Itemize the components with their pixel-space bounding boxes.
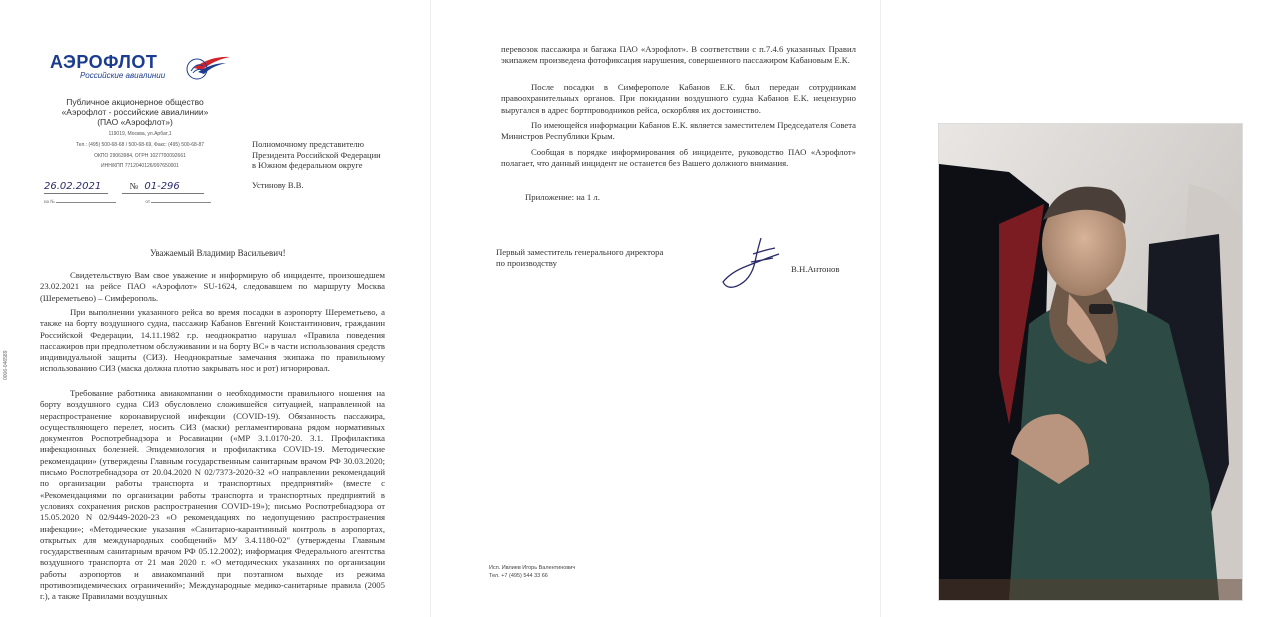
photo-image bbox=[939, 124, 1242, 600]
organization-name bbox=[40, 97, 230, 127]
addressee-line: Полномочному представителю bbox=[252, 139, 365, 149]
requisite-line: Тел.: (495) 500-68-68 / 500-68-69, Факс: (495) 500-68-87 bbox=[75, 142, 205, 148]
paragraph: перевозок пассажира и багажа ПАО «Аэрофлот». В соответствии с п.7.4.6 указанных Правил экипажем произведена фотофиксация нарушения, совершенного пассажиром Кабановым Е.К. bbox=[501, 44, 856, 66]
outgoing-number-value: 01-296 bbox=[144, 181, 180, 192]
signer-title-line: по производству bbox=[496, 258, 557, 268]
executor-line: Исп. Ивлиев Игорь Валентинович bbox=[489, 565, 576, 571]
signer-name: В.Н.Антонов bbox=[791, 264, 840, 274]
paragraph: Свидетельствую Вам свое уважение и информирую об инциденте, произошедшем 23.02.2021 на рейсе ПАО «Аэрофлот» SU-1624, следовавшем по маршруту Москва (Шереметьево) – Симферополь. bbox=[40, 270, 385, 303]
addressee-line: в Южном федеральном округе bbox=[252, 160, 363, 170]
executor-phone: Тел. +7 (495) 544 33 66 bbox=[489, 573, 548, 579]
paragraph: Сообщая в порядке информирования об инциденте, руководство ПАО «Аэрофлот» полагает, что данный инцидент не останется без Вашего должного внимания. bbox=[501, 147, 856, 169]
ref-no-label: на № bbox=[44, 200, 55, 205]
requisite-line: ОКПО 29063984, ОГРН 1027700092661 bbox=[94, 153, 186, 159]
requisite-line: ИНН/КПП 7712040126/997650001 bbox=[101, 163, 179, 169]
paragraph: По имеющейся информации Кабанов Е.К. является заместителем Председателя Совета Министров Республики Крым. bbox=[501, 120, 856, 142]
org-line: (ПАО «Аэрофлот») bbox=[97, 117, 173, 127]
signature-icon bbox=[717, 232, 797, 292]
attachment-note: Приложение: на 1 л. bbox=[525, 192, 600, 202]
org-line: «Аэрофлот - российские авиалинии» bbox=[61, 107, 209, 117]
letter-page-2 bbox=[430, 0, 879, 617]
attachment-page bbox=[880, 0, 1280, 617]
addressee-name: Устинову В.В. bbox=[252, 180, 304, 190]
logo-wordmark: АЭРОФЛОТ bbox=[50, 52, 158, 72]
emblem-icon bbox=[186, 58, 208, 80]
reference-line bbox=[44, 200, 211, 205]
logo-subtitle: Российские авиалинии bbox=[80, 71, 166, 80]
greeting: Уважаемый Владимир Васильевич! bbox=[150, 248, 286, 258]
requisite-line: 119019, Москва, ул.Арбат,1 bbox=[108, 131, 172, 137]
addressee-line: Президента Российской Федерации bbox=[252, 150, 381, 160]
outgoing-number bbox=[44, 181, 180, 192]
ref-from-label: от bbox=[145, 200, 151, 205]
date-underline bbox=[44, 193, 108, 194]
number-sign: № bbox=[129, 181, 139, 191]
paragraph: После посадки в Симферополе Кабанов Е.К. был передан сотрудникам правоохранительных органов. При покидании воздушного судна Кабанов Е.К. нецензурно выругался в адрес бортпроводников рейса, оскорбляя их достоинство. bbox=[501, 82, 856, 115]
number-underline bbox=[122, 193, 204, 194]
letter-page-1 bbox=[0, 0, 428, 617]
margin-registration-number: 0006-046589 bbox=[3, 350, 9, 380]
org-line: Публичное акционерное общество bbox=[66, 97, 204, 107]
outgoing-date: 26.02.2021 bbox=[44, 181, 102, 192]
paragraph: При выполнении указанного рейса во время посадки в аэропорту Шереметьево, а также на борту воздушного судна, пассажир Кабанов Евгений Константинович, гражданин Российской Федерации, 14.11.1982 г.р. неоднократно нарушал «Правила поведения пассажиров при предполетном обслуживании и на борту ВС» в части использования средств индивидуальной защиты (СИЗ). Неоднократные замечания экипажа по правильному использованию СИЗ (маска должна плотно закрывать нос и рот) игнорировал. bbox=[40, 307, 385, 374]
passenger-photo bbox=[938, 123, 1243, 601]
paragraph: Требование работника авиакомпании о необходимости правильного ношения на борту воздушного судна СИЗ обусловлено сложившейся ситуацией, направленной на нераспространение коронавирусной инфекции (COVID-19). Обязанность пассажира, осуществляющего перелет, носить СИЗ (маски) регламентирована рядом нормативных документов Роспотребнадзора и Росавиации («МР 3.1.0170-20. 3.1. Профилактика инфекционных болезней. Эпидемиология и профилактика COVID-19. Методические рекомендации» (утверждены Главным государственным санитарным врачом РФ 30.03.2020; письмо Роспотребнадзора от 20.04.2020 N 02/7373-2020-32 «О направлении рекомендаций по организации работы транспорта и транспортных предприятий» (вместе с «Рекомендациями по организации работы транспорта и транспортных предприятий в условиях сохранения рисков распространения COVID-19»); письмо Роспотребнадзора от 15.05.2020 N 02/9449-2020-23 «О рекомендациях по недопущению распространения инфекции»; «Методические указания «Санитарно-карантинный контроль в аэропортах, открытых для международных сообщений» МУ 3.4.1180-02" (утверждены Главным государственным санитарным врачом РФ 05.12.2002); информация Федерального агентства воздушного транспорта от 21 мая 2020 г. «О методических указаниях по организации работы аэропортов и авиакомпаний при поэтапном выходе из режима противоэпидемических ограничений»; Международные медико-санитарные правила (2005 г.), а также Правилами воздушных bbox=[40, 388, 385, 602]
signer-title-line: Первый заместитель генерального директора bbox=[496, 247, 664, 257]
